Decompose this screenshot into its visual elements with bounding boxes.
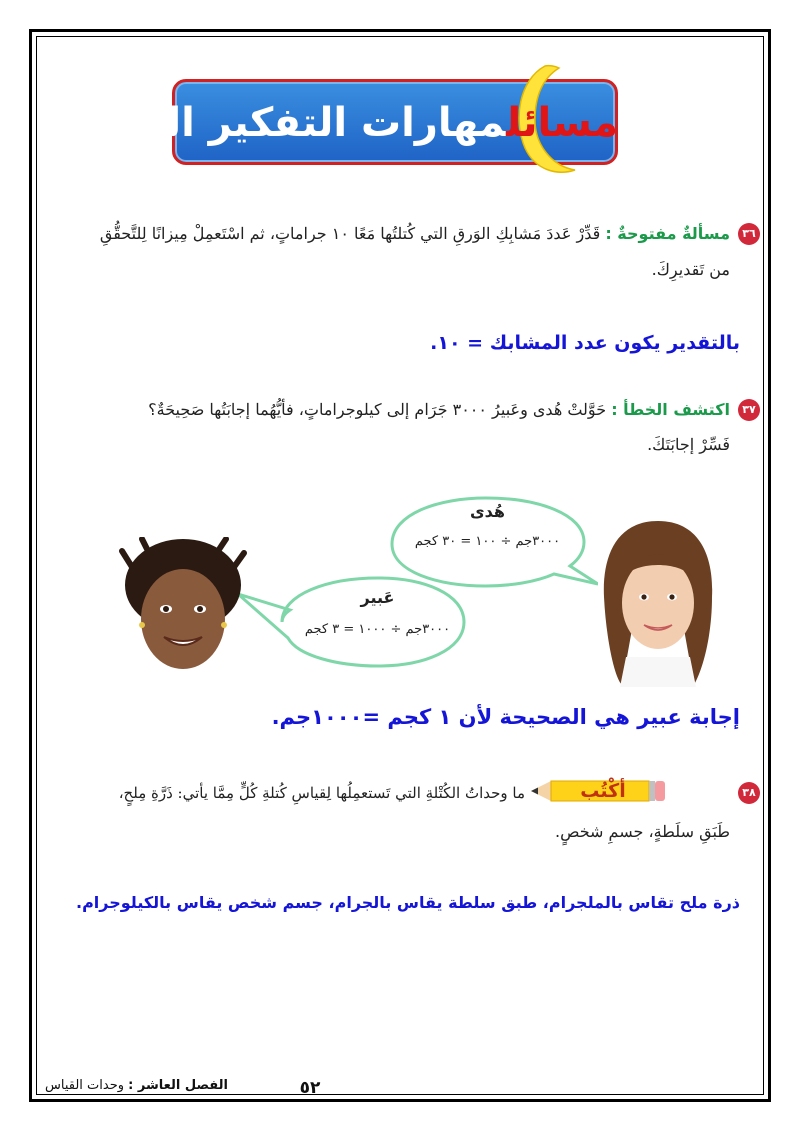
- abeer-name: عَبير: [360, 588, 395, 607]
- abeer-work: ٣٠٠٠جم ÷ ١٠٠٠ = ٣ كجم: [304, 622, 451, 637]
- question-number-38: ٣٨: [738, 782, 760, 804]
- question-36-line1: [70, 217, 730, 251]
- question-36-line2: من تَقديرِكَ.: [651, 260, 730, 279]
- footer-chapter-line: [45, 1078, 255, 1093]
- question-number-36: ٣٦: [738, 223, 760, 245]
- question-37-label: اكتشف الخطأ :: [611, 400, 730, 419]
- question-36-label: مسألةٌ مفتوحةٌ :: [605, 224, 730, 243]
- footer-chapter: الفصل العاشر :: [128, 1078, 228, 1093]
- title-prefix: مسائل: [506, 100, 618, 146]
- girl-huda-photo: [596, 517, 721, 687]
- title-rest: مهارات التفكير العليا:: [79, 100, 507, 146]
- question-36-text: قَدِّرْ عَددَ مَشابِكِ الوَرقِ التي كُتلتُها مَعًا ١٠ جراماتٍ، ثم اسْتَعمِلْ مِيزانًا لِلتَّحقُّقِ: [99, 224, 601, 243]
- answer-36: بالتقدير يكون عدد المشابك = ١٠.: [430, 332, 740, 354]
- write-label: أكْتُب: [580, 780, 626, 802]
- girl-abeer-photo: [118, 537, 248, 677]
- question-37-line2: فَسِّرْ إجابَتَكَ.: [647, 435, 730, 454]
- footer-unit: وحدات القياس: [45, 1078, 125, 1093]
- question-37-line1: [70, 393, 730, 427]
- answer-38: ذرة ملح تقاس بالملجرام، طبق سلطة يقاس بالجرام، جسم شخص يقاس بالكيلوجرام.: [75, 893, 740, 912]
- question-number-37: ٣٧: [738, 399, 760, 421]
- question-37-text: حَوَّلتْ هُدى وعَبيرُ ٣٠٠٠ جَرَام إلى كيلوجراماتٍ، فأيُّهُما إجابَتُها صَحِيحَةٌ؟: [148, 400, 607, 419]
- huda-work: ٣٠٠٠جم ÷ ١٠٠ = ٣٠ كجم: [414, 534, 561, 549]
- huda-name: هُدى: [470, 502, 505, 521]
- answer-37: إجابة عبير هي الصحيحة لأن ١ كجم =١٠٠٠جم.: [271, 705, 740, 729]
- question-38-line1: ما وحداتُ الكُتْلةِ التي تَستعمِلُها لِقياسِ كُتلةِ كُلٍّ مِمَّا يأتي: ذَرَّةِ مِلحٍ،: [118, 784, 525, 802]
- question-38-line2: طَبَقِ سلَطةٍ، جسمِ شخصٍ.: [555, 822, 730, 841]
- page-title: [79, 93, 618, 153]
- page-number: ٥٢: [299, 1078, 321, 1098]
